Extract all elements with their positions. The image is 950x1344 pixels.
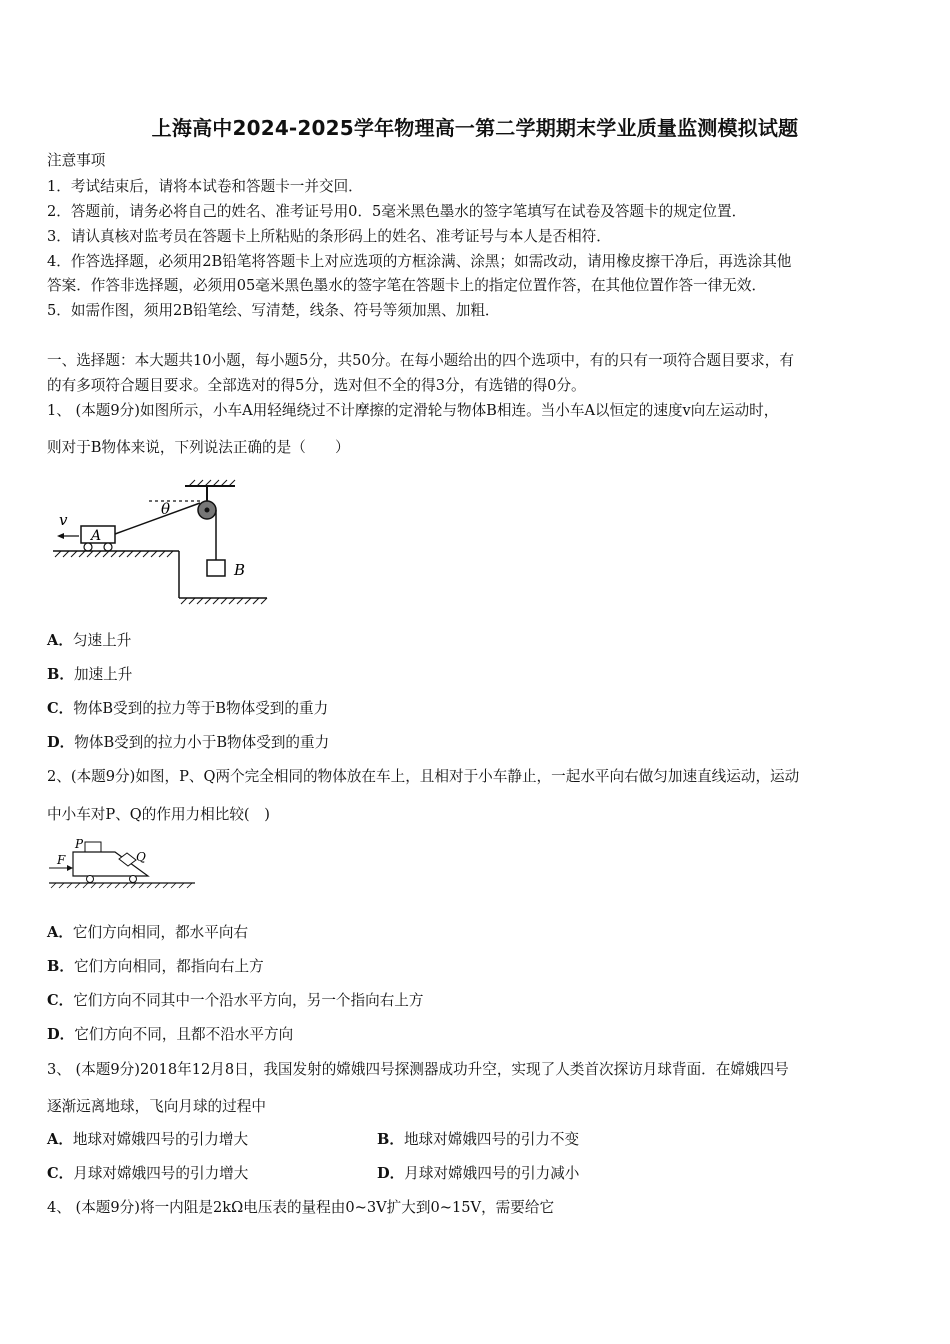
question-3-stem: 逐渐远离地球，飞向月球的过程中: [47, 1098, 266, 1115]
notice-item: 4．作答选择题，必须用2B铅笔将答题卡上对应选项的方框涂满、涂黑；如需改动，请用橡皮擦干净后，再选涂其他: [47, 253, 792, 270]
q3-option-a: A．地球对嫦娥四号的引力增大: [47, 1131, 249, 1148]
page-title: 上海高中2024-2025学年物理高一第二学期期末学业质量监测模拟试题: [151, 116, 799, 140]
notice-heading: 注意事项: [47, 152, 106, 169]
notice-item: 1．考试结束后，请将本试卷和答题卡一并交回．: [47, 178, 363, 195]
notice-item: 5．如需作图，须用2B铅笔绘、写清楚，线条、符号等须加黑、加粗．: [47, 302, 500, 319]
label-a: A: [91, 528, 102, 544]
q3-option-d: D．月球对嫦娥四号的引力减小: [377, 1165, 580, 1182]
label-v: v: [59, 511, 68, 529]
notice-item: 3．请认真核对监考员在答题卡上所粘贴的条形码上的姓名、准考证号与本人是否相符．: [47, 228, 611, 245]
question-1-figure: [45, 478, 275, 608]
question-3-stem: 3、 (本题9分)2018年12月8日，我国发射的嫦娥四号探测器成功升空，实现了人类首次探访月球背面．在嫦娥四号: [47, 1061, 789, 1078]
section-instructions: 的有多项符合题目要求。全部选对的得5分，选对但不全的得3分，有选错的得0分。: [47, 377, 586, 394]
question-4-stem: 4、 (本题9分)将一内阻是2kΩ电压表的量程由0~3V扩大到0~15V，需要给它: [47, 1199, 555, 1216]
question-2-stem: 中小车对P、Q的作用力相比较( ): [47, 806, 270, 823]
q3-option-c: C．月球对嫦娥四号的引力增大: [47, 1165, 249, 1182]
label-theta: θ: [161, 500, 171, 518]
question-2-figure: [45, 835, 200, 893]
question-2-stem: 2、(本题9分)如图，P、Q两个完全相同的物体放在车上，且相对于小车静止，一起水平向右做匀加速直线运动，运动: [47, 768, 800, 785]
q1-option-c: C．物体B受到的拉力等于B物体受到的重力: [47, 700, 329, 717]
q2-option-a: A．它们方向相同，都水平向右: [47, 924, 249, 941]
q2-option-c: C．它们方向不同其中一个沿水平方向，另一个指向右上方: [47, 992, 424, 1009]
q1-option-d: D．物体B受到的拉力小于B物体受到的重力: [47, 734, 330, 751]
q2-option-d: D．它们方向不同，且都不沿水平方向: [47, 1026, 294, 1043]
label-q: Q: [136, 850, 146, 864]
q1-option-b: B．加速上升: [47, 666, 133, 683]
q2-option-b: B．它们方向相同，都指向右上方: [47, 958, 264, 975]
notice-item: 2．答题前，请务必将自己的姓名、准考证号用0．5毫米黑色墨水的签字笔填写在试卷及答题卡的规定位置．: [47, 203, 747, 220]
question-1-stem: 则对于B物体来说，下列说法正确的是（ ）: [47, 439, 350, 456]
notice-item: 答案．作答非选择题，必须用05毫米黑色墨水的签字笔在答题卡上的指定位置作答，在其他位置作答一律无效．: [47, 277, 767, 294]
label-f: F: [57, 853, 66, 867]
q3-option-b: B．地球对嫦娥四号的引力不变: [377, 1131, 580, 1148]
question-1-stem: 1、 (本题9分)如图所示，小车A用轻绳绕过不计摩擦的定滑轮与物体B相连。当小车A以恒定的速度v向左运动时，: [47, 402, 779, 419]
label-b: B: [234, 561, 246, 579]
label-p: P: [75, 837, 84, 851]
q1-option-a: A．匀速上升: [47, 632, 132, 649]
section-instructions: 一、选择题：本大题共10小题，每小题5分，共50分。在每小题给出的四个选项中，有的只有一项符合题目要求，有: [47, 352, 794, 369]
